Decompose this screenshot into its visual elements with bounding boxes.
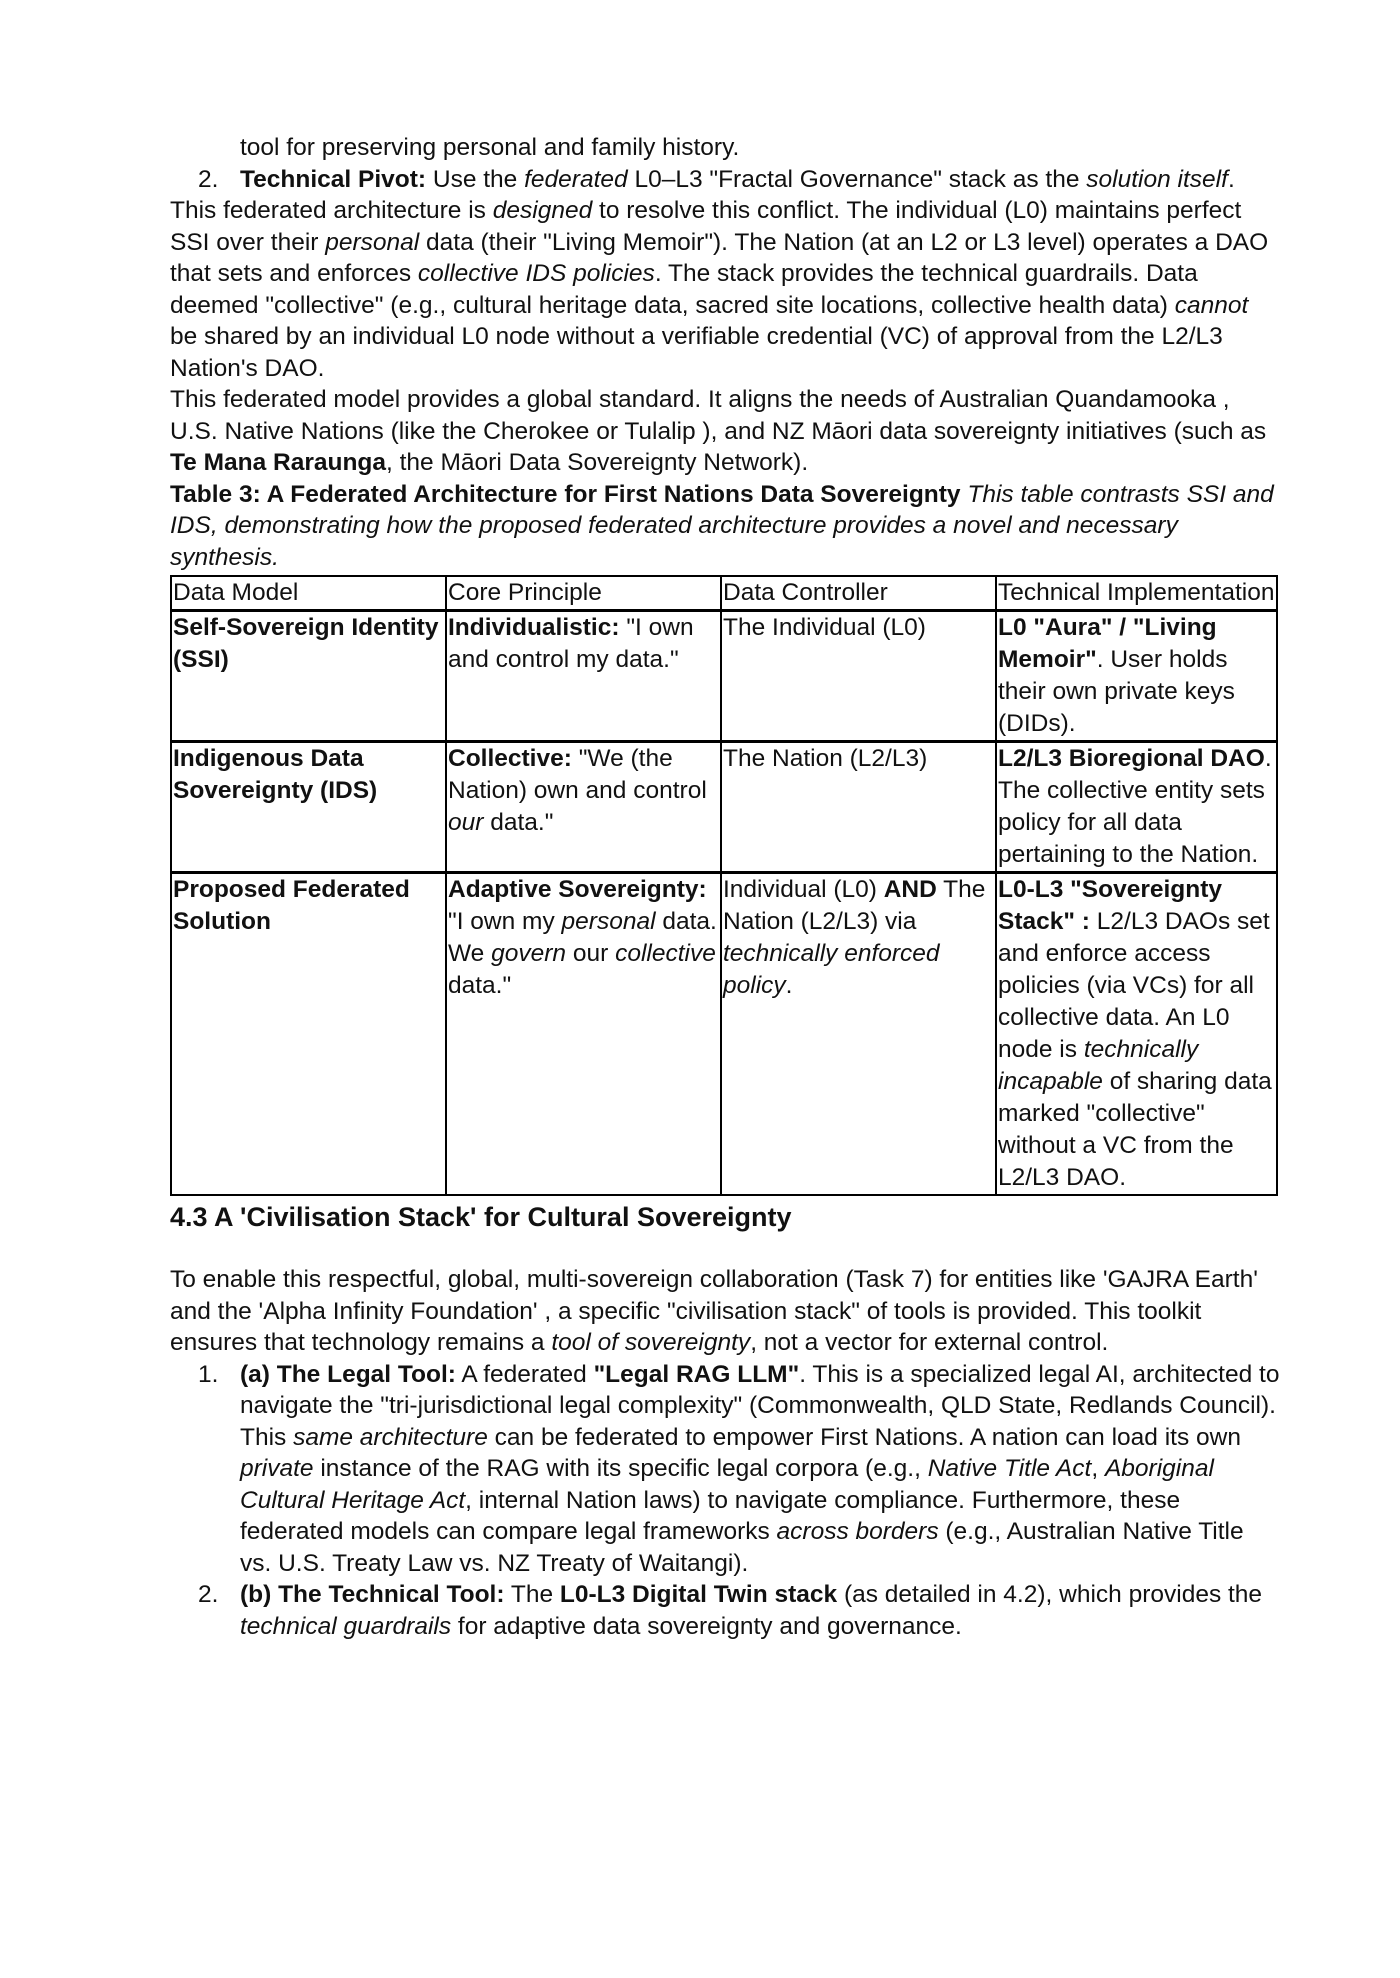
item-label: (a) The Legal Tool: [240,1360,456,1388]
cell-emphasis: govern [491,940,567,967]
cell-strong: Self-Sovereign Identity (SSI) [173,614,439,673]
document-page [170,132,1280,1642]
emphasis: same architecture [293,1423,488,1451]
emphasis: federated [524,165,628,193]
cell-text: The Nation (L2/L3) [723,745,928,772]
emphasis: tool of sovereignty [551,1329,751,1356]
text-run: (e.g., Australian Native Title vs. U.S. Treaty Law vs. NZ Treaty of Waitangi). [240,1518,1244,1577]
cell-text: "I own my [448,908,562,935]
cell-text: "We (the Nation) own and control [448,745,707,804]
text-run: Use the [426,165,525,193]
list-number: 2. [198,165,219,193]
paragraph-global-standard [170,384,1280,479]
emphasis: personal [325,228,420,256]
text-run: This federated model provides a global standard. It aligns the needs of Australian Quandamooka , U.S. Native Nations (like the Cherokee or Tulalip ), and NZ Māori data sovereignty initiatives (such as [170,386,1267,445]
table-row [171,742,1277,873]
list-item-technical-pivot [170,164,1280,196]
list-item-technical-tool [170,1579,1280,1642]
list-item-legal-tool [170,1359,1280,1580]
strong-text: L0-L3 Digital Twin stack [559,1581,838,1608]
cell-text: . User holds their own private keys (DIDs). [998,646,1235,737]
table-cell [721,611,996,742]
cell-emphasis: collective [615,940,716,967]
item-label: (b) The Technical Tool: [240,1581,505,1608]
text-run: for adaptive data sovereignty and governance. [451,1612,962,1640]
top-numbered-list [170,132,1280,195]
strong-text: "Legal RAG LLM" [593,1360,800,1388]
cell-text: Individual (L0) [723,876,884,903]
header-cell: Data Model [171,576,446,611]
cell-emphasis: technically enforced policy [723,940,940,999]
emphasis: Native Title Act [927,1455,1092,1482]
strong-text: Te Mana Raraunga [170,449,387,476]
item-label: Technical Pivot: [240,165,427,193]
cell-strong: L2/L3 Bioregional DAO [998,745,1265,772]
header-cell: Technical Implementation [996,576,1277,611]
text-run: This federated architecture is [170,197,493,224]
emphasis: cannot [1174,291,1249,319]
cell-strong: AND [883,876,937,903]
text-run: can be federated to empower First Nations. A nation can load its own [487,1423,1241,1451]
table-cell [446,873,721,1196]
list-item-text: tool for preserving personal and family history. [240,134,740,161]
text-run: The [504,1581,560,1608]
table-cell [171,611,446,742]
emphasis: solution itself [1086,165,1228,193]
emphasis: across borders [776,1518,939,1545]
cell-strong: Collective: [448,745,572,772]
text-run: be shared by an individual L0 node without a verifiable credential (VC) of approval from the L2/L3 Nation's DAO. [170,323,1223,382]
list-number: 1. [198,1360,219,1388]
text-run: , internal Nation laws) to navigate compliance. Furthermore, these federated models can compare legal frameworks [240,1486,1181,1545]
cell-text: The Nation (L2/L3) via [723,876,986,935]
cell-text: . [785,972,793,999]
cell-strong: L0 "Aura" / "Living Memoir" [998,614,1217,673]
cell-strong: Proposed Federated Solution [173,876,410,935]
header-cell: Core Principle [446,576,721,611]
table-row [171,611,1277,742]
cell-text: L2/L3 DAOs set and enforce access policies (via VCs) for all collective data. An L0 node is [998,908,1270,1063]
section-heading: 4.3 A 'Civilisation Stack' for Cultural Sovereignty [170,1202,792,1232]
table-cell [996,611,1277,742]
cell-text: of sharing data marked "collective" without a VC from the L2/L3 DAO. [998,1068,1272,1191]
emphasis: Aboriginal Cultural Heritage Act [240,1455,1214,1514]
table-cell [171,873,446,1196]
text-run: . The stack provides the technical guardrails. Data deemed "collective" (e.g., cultural heritage data, sacred site locations, collective health data) [170,260,1198,319]
text-run: instance of the RAG with its specific legal corpora (e.g., [313,1455,928,1482]
paragraph-federated-architecture [170,195,1280,384]
cell-strong: Indigenous Data Sovereignty (IDS) [173,745,378,804]
emphasis: technical guardrails [240,1612,452,1640]
cell-emphasis: technically incapable [998,1036,1199,1095]
cell-strong: Adaptive Sovereignty: [448,876,707,903]
table-cell [446,611,721,742]
emphasis: private [240,1455,314,1482]
section-intro-paragraph [170,1264,1280,1359]
table-cell [996,742,1277,873]
text-run: data (their "Living Memoir"). The Nation (at an L2 or L3 level) operates a DAO that sets and enforces [170,228,1269,287]
cell-text: "I own and control my data." [448,614,694,673]
text-run: , [1091,1455,1105,1482]
text-run: , not a vector for external control. [750,1329,1109,1356]
caption-title: Table 3: A Federated Architecture for First Nations Data Sovereignty [170,480,961,508]
sovereignty-table [170,575,1278,1196]
text-run: A federated [455,1360,594,1388]
cell-strong: Individualistic: [448,614,620,641]
table-cell [721,742,996,873]
table-row [171,873,1277,1196]
table-caption [170,479,1280,574]
emphasis: collective IDS policies [417,260,655,287]
caption-description: This table contrasts SSI and IDS, demonstrating how the proposed federated architecture provides a novel and necessary synthesis. [170,480,1274,571]
table-header-row [171,576,1277,611]
cell-text: data." [448,972,512,999]
cell-text: . The collective entity sets policy for all data pertaining to the Nation. [998,745,1272,868]
text-run: (as detailed in 4.2), which provides the [837,1581,1263,1608]
header-cell: Data Controller [721,576,996,611]
table-cell [721,873,996,1196]
cell-text: our [566,940,616,967]
civilisation-stack-list [170,1359,1280,1643]
table-cell [996,873,1277,1196]
text-run: L0–L3 "Fractal Governance" stack as the [627,165,1087,193]
text-run: To enable this respectful, global, multi-sovereign collaboration (Task 7) for entities like 'GAJRA Earth' and the 'Alpha Infinity Foundation' , a specific "civilisation stack" of tools is provided. This toolkit ensures that technology remains a [170,1266,1258,1356]
table-cell [446,742,721,873]
cell-text: The Individual (L0) [723,614,926,641]
table-cell [171,742,446,873]
text-run: . [1227,165,1235,193]
list-number: 2. [198,1581,219,1608]
cell-emphasis: our [448,809,484,836]
cell-emphasis: personal [561,908,656,935]
cell-text: data." [483,809,554,836]
text-run: , the Māori Data Sovereignty Network). [386,449,809,476]
text-run: to resolve this conflict. The individual (L0) maintains perfect SSI over their [170,197,1242,256]
text-run: . This is a specialized legal AI, architected to navigate the "tri-jurisdictional legal complexity" (Commonwealth, QLD State, Redlands Council). This [240,1360,1280,1451]
cell-strong: L0-L3 "Sovereignty Stack" : [998,876,1223,935]
emphasis: designed [492,197,593,224]
list-item-continuation [170,132,1280,164]
cell-text: data. We [448,908,717,967]
